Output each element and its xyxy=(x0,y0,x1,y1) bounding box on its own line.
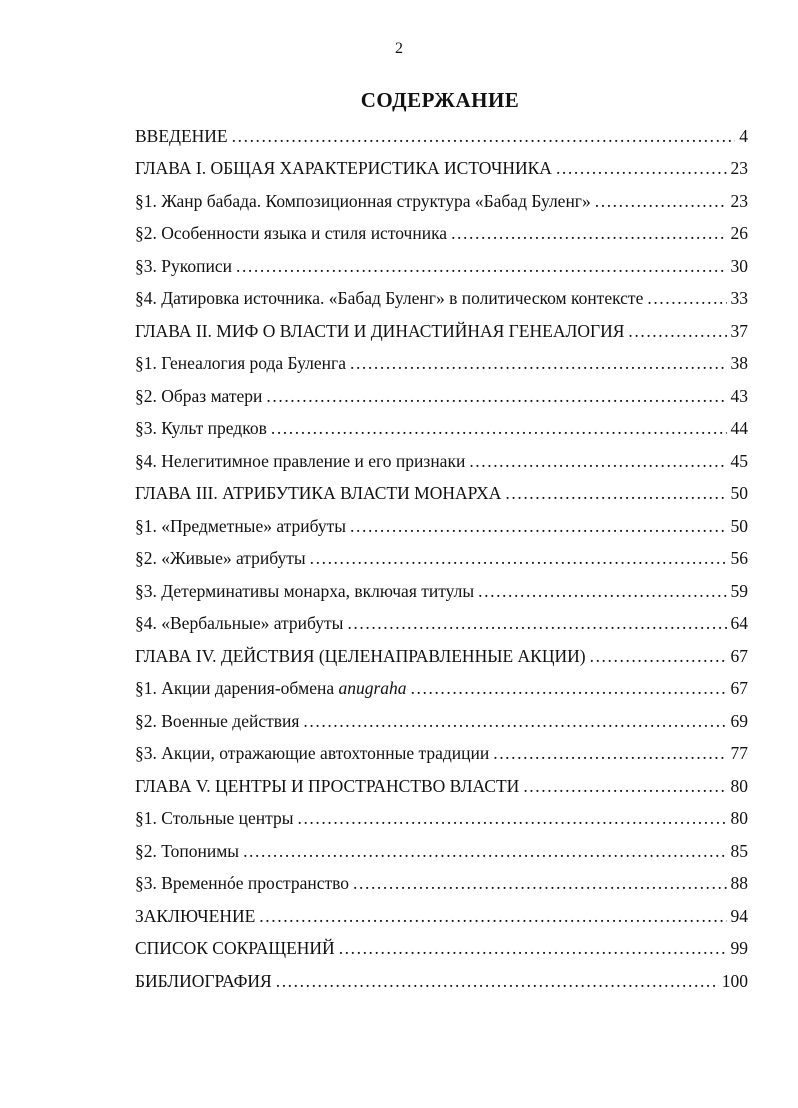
toc-entry-title xyxy=(135,125,228,146)
toc-entry-title-text: §3. Культ предков xyxy=(135,418,267,438)
toc-chapter-entry xyxy=(135,153,748,186)
toc-section-entry xyxy=(135,510,748,543)
toc-entry-title-text: ГЛАВА V. ЦЕНТРЫ И ПРОСТРАНСТВО ВЛАСТИ xyxy=(135,775,520,796)
toc-section-entry xyxy=(135,218,748,251)
toc-entry-page-number: 80 xyxy=(730,808,748,828)
toc-entry-title xyxy=(135,710,300,731)
toc-entry-page-number: 26 xyxy=(730,223,748,243)
toc-entry-title xyxy=(135,550,306,568)
toc-entry-page-number: 37 xyxy=(730,320,748,341)
dot-leader xyxy=(469,453,726,471)
toc-entry-page-number: 94 xyxy=(730,905,748,926)
toc-entry-title xyxy=(135,615,343,633)
toc-entry-page-number: 38 xyxy=(730,353,748,373)
toc-entry-title-text: §2. Военные действия xyxy=(135,710,300,731)
toc-entry-title xyxy=(135,355,346,373)
toc-entry-title xyxy=(135,385,263,406)
toc-entry-title-text: §1. Жанр бабада. Композиционная структура «Бабад Буленг» xyxy=(135,190,591,211)
toc-section-entry xyxy=(135,380,748,413)
toc-entry-title xyxy=(135,290,643,308)
toc-section-entry xyxy=(135,705,748,738)
toc-entry-title xyxy=(135,420,267,438)
dot-leader xyxy=(243,843,726,861)
toc-entry-page-number: 64 xyxy=(730,613,748,633)
toc-entry-title xyxy=(135,645,586,666)
dot-leader xyxy=(523,778,726,796)
toc-entry-title xyxy=(135,775,520,796)
toc-entry-page-number: 4 xyxy=(739,125,748,146)
toc-entry-page-number: 99 xyxy=(730,938,748,958)
toc-entry-page-number: 43 xyxy=(730,385,748,406)
page-number: 2 xyxy=(395,40,403,57)
dot-leader xyxy=(297,810,726,828)
toc-entry-page-number: 50 xyxy=(730,483,748,503)
dot-leader xyxy=(347,615,726,633)
dot-leader xyxy=(556,160,727,178)
toc-section-entry xyxy=(135,283,748,316)
toc-entry-page-number: 30 xyxy=(730,255,748,276)
toc-entry-title-text: ГЛАВА I. ОБЩАЯ ХАРАКТЕРИСТИКА ИСТОЧНИКА xyxy=(135,158,552,178)
toc-entry-title-text: ЗАКЛЮЧЕНИЕ xyxy=(135,905,256,926)
toc-entry-page-number: 50 xyxy=(730,515,748,536)
toc-entry-title-text: §1. «Предметные» атрибуты xyxy=(135,515,347,536)
dot-leader xyxy=(339,940,727,958)
toc-chapter-entry xyxy=(135,900,748,933)
dot-leader xyxy=(451,225,726,243)
toc-entry-title-text: §3. Временнóе пространство xyxy=(135,873,350,893)
toc-section-entry xyxy=(135,803,748,836)
toc-entry-page-number: 23 xyxy=(730,190,748,211)
toc-entry-title-text: §3. Детерминативы монарха, включая титулы xyxy=(135,580,475,601)
dot-leader xyxy=(276,973,718,991)
toc-section-entry xyxy=(135,575,748,608)
toc-entry-title-text: ВВЕДЕНИЕ xyxy=(135,125,228,146)
toc-chapter-entry xyxy=(135,478,748,511)
toc-entry-title xyxy=(135,970,272,991)
toc-entry-title-text: §2. Образ матери xyxy=(135,385,263,406)
toc-entry-title-text: ГЛАВА IV. ДЕЙСТВИЯ (ЦЕЛЕНАПРАВЛЕННЫЕ АКЦИИ) xyxy=(135,645,586,666)
toc-entry-page-number: 85 xyxy=(730,840,748,861)
toc-section-entry xyxy=(135,738,748,771)
toc-entry-title-text: §4. Нелегитимное правление и его признаки xyxy=(135,450,466,471)
toc-entry-title-text: §2. «Живые» атрибуты xyxy=(135,548,306,568)
dot-leader xyxy=(350,518,726,536)
toc-entry-title xyxy=(135,160,552,178)
toc-entry-page-number: 77 xyxy=(730,743,748,763)
toc-entry-title-text: БИБЛИОГРАФИЯ xyxy=(135,970,272,991)
toc-entry-title-text: §3. Акции, отражающие автохтонные традиции xyxy=(135,743,490,763)
dot-leader xyxy=(647,290,726,308)
toc-entry-title xyxy=(135,745,489,763)
toc-entry-title xyxy=(135,190,591,211)
toc-entry-title-italic: anugraha xyxy=(338,678,407,698)
toc-section-entry xyxy=(135,608,748,641)
toc-entry-page-number: 59 xyxy=(730,580,748,601)
toc-entry-page-number: 67 xyxy=(730,645,748,666)
dot-leader xyxy=(590,648,727,666)
dot-leader xyxy=(505,485,726,503)
toc-entry-title xyxy=(135,255,232,276)
dot-leader xyxy=(350,355,727,373)
table-of-contents xyxy=(0,120,798,998)
toc-entry-title-text: ГЛАВА II. МИФ О ВЛАСТИ И ДИНАСТИЙНАЯ ГЕНЕАЛОГИЯ xyxy=(135,320,625,341)
toc-chapter-entry xyxy=(135,315,748,348)
toc-entry-page-number: 88 xyxy=(730,873,748,893)
toc-entry-page-number: 44 xyxy=(730,418,748,438)
toc-section-entry xyxy=(135,185,748,218)
toc-entry-title-text: §3. Рукописи xyxy=(135,255,232,276)
dot-leader xyxy=(303,713,726,731)
dot-leader xyxy=(493,745,726,763)
toc-section-entry xyxy=(135,835,748,868)
toc-entry-title xyxy=(135,905,256,926)
dot-leader xyxy=(628,323,726,341)
dot-leader xyxy=(411,680,727,698)
toc-chapter-entry xyxy=(135,640,748,673)
toc-entry-title xyxy=(135,940,335,958)
toc-section-entry xyxy=(135,673,748,706)
toc-entry-title xyxy=(135,680,407,698)
toc-entry-page-number: 56 xyxy=(730,548,748,568)
dot-leader xyxy=(353,875,726,893)
toc-entry-title xyxy=(135,515,347,536)
toc-entry-page-number: 100 xyxy=(721,970,748,991)
toc-chapter-entry xyxy=(135,933,748,966)
toc-entry-title-text: §2. Особенности языка и стиля источника xyxy=(135,223,448,243)
toc-chapter-entry xyxy=(135,120,748,153)
toc-entry-title-text: §1. Акции дарения-обмена xyxy=(135,678,335,698)
toc-section-entry xyxy=(135,543,748,576)
toc-entry-title xyxy=(135,810,293,828)
dot-leader xyxy=(271,420,727,438)
toc-entry-title xyxy=(135,485,501,503)
toc-entry-title xyxy=(135,450,466,471)
dot-leader xyxy=(232,128,736,146)
toc-entry-title-text: §4. «Вербальные» атрибуты xyxy=(135,613,344,633)
toc-chapter-entry xyxy=(135,770,748,803)
toc-section-entry xyxy=(135,868,748,901)
toc-entry-title-text: §4. Датировка источника. «Бабад Буленг» в политическом контексте xyxy=(135,288,644,308)
toc-chapter-entry xyxy=(135,965,748,998)
toc-entry-title xyxy=(135,875,349,893)
dot-leader xyxy=(236,258,727,276)
toc-entry-title xyxy=(135,225,447,243)
toc-entry-page-number: 69 xyxy=(730,710,748,731)
toc-entry-page-number: 45 xyxy=(730,450,748,471)
toc-section-entry xyxy=(135,445,748,478)
toc-section-entry xyxy=(135,250,748,283)
toc-entry-page-number: 80 xyxy=(730,775,748,796)
dot-leader xyxy=(259,908,726,926)
toc-entry-page-number: 23 xyxy=(730,158,748,178)
dot-leader xyxy=(310,550,727,568)
toc-entry-title-text: §1. Стольные центры xyxy=(135,808,294,828)
toc-entry-title-text: §1. Генеалогия рода Буленга xyxy=(135,353,346,373)
toc-section-entry xyxy=(135,348,748,381)
toc-entry-page-number: 33 xyxy=(730,288,748,308)
toc-entry-page-number: 67 xyxy=(730,678,748,698)
toc-entry-title-text: СПИСОК СОКРАЩЕНИЙ xyxy=(135,938,335,958)
toc-entry-title xyxy=(135,580,475,601)
dot-leader xyxy=(595,193,727,211)
page-title: СОДЕРЖАНИЕ xyxy=(360,88,520,112)
toc-entry-title xyxy=(135,840,240,861)
toc-entry-title xyxy=(135,320,625,341)
dot-leader xyxy=(266,388,726,406)
toc-section-entry xyxy=(135,413,748,446)
toc-entry-title-text: ГЛАВА III. АТРИБУТИКА ВЛАСТИ МОНАРХА xyxy=(135,483,502,503)
dot-leader xyxy=(478,583,726,601)
toc-entry-title-text: §2. Топонимы xyxy=(135,840,240,861)
